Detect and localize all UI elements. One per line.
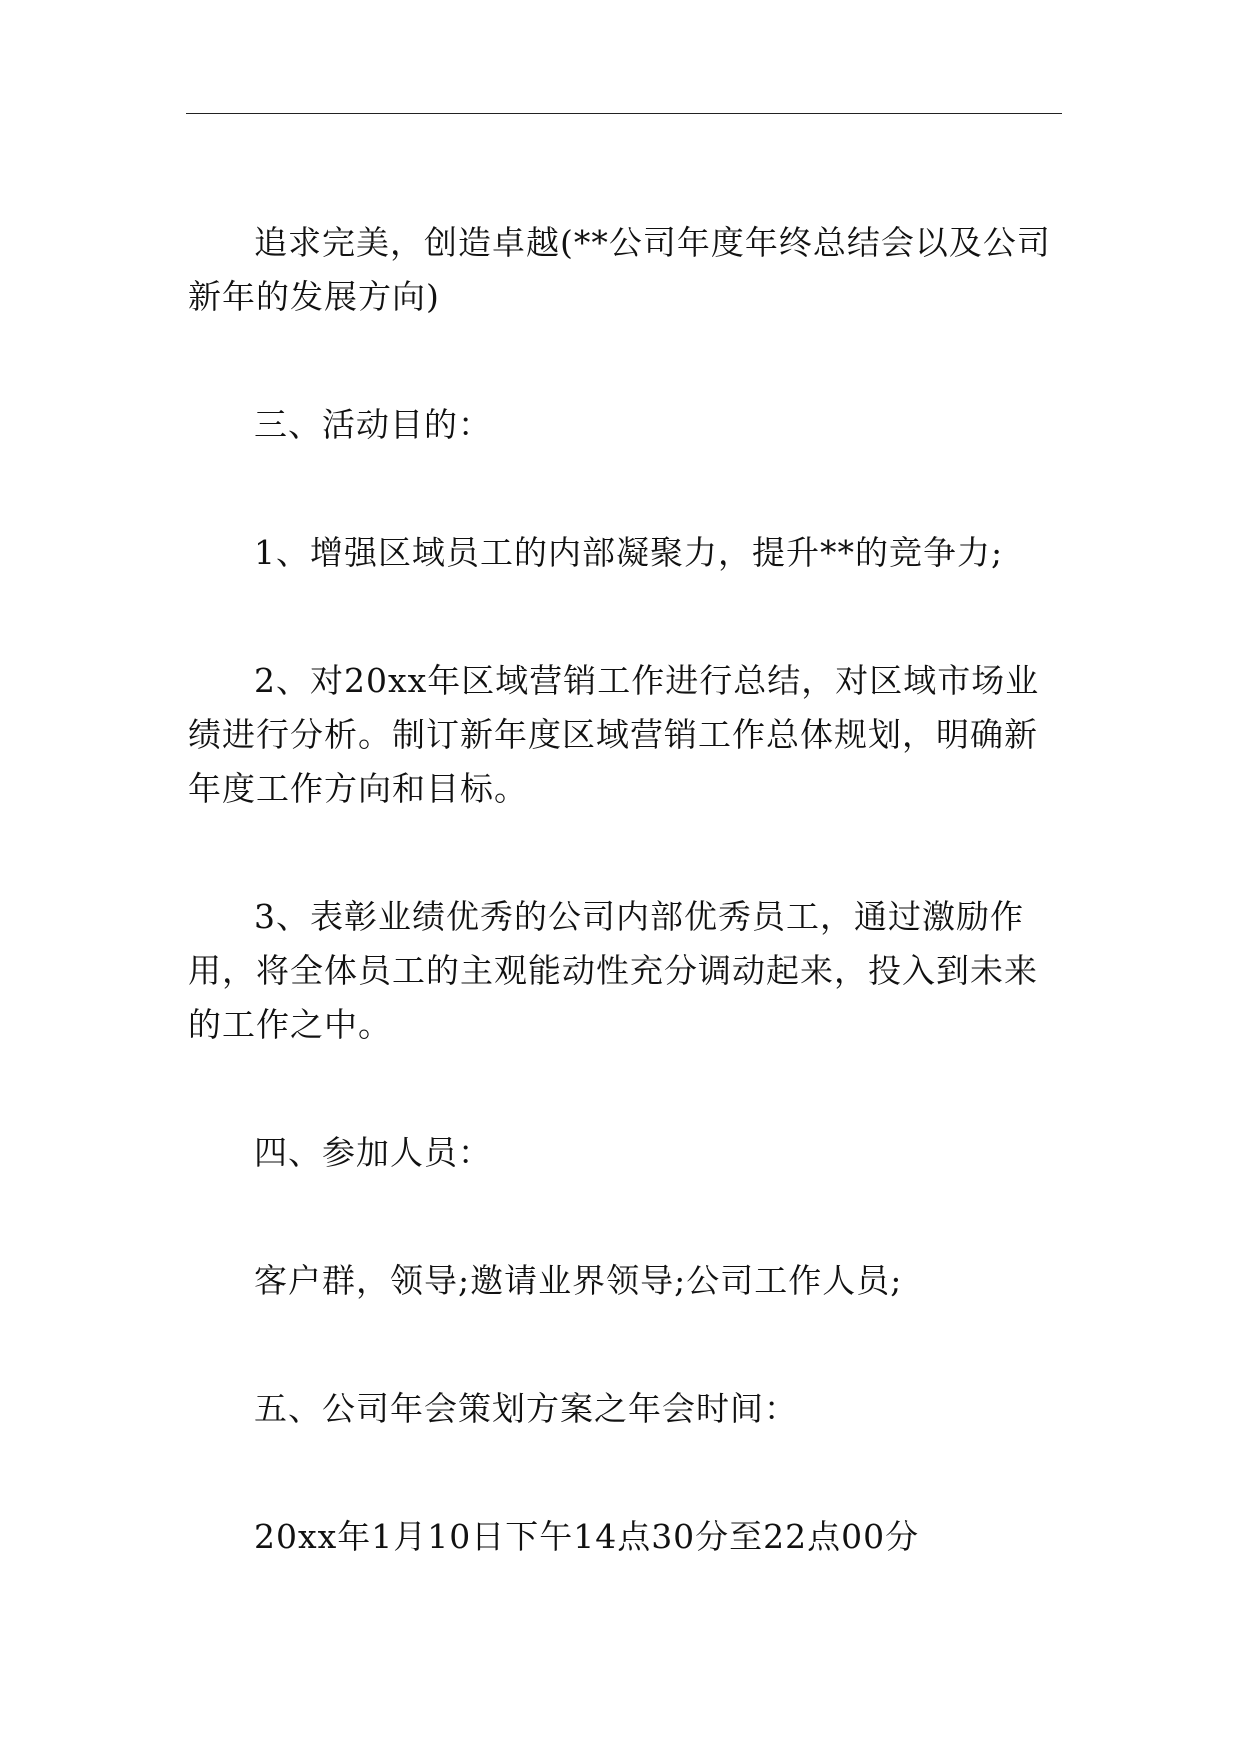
paragraph-meeting-time: 20xx年1月10日下午14点30分至22点00分 <box>254 1517 920 1556</box>
list-item-purpose-1: 1、增强区域员工的内部凝聚力，提升**的竞争力; <box>254 533 1004 572</box>
paragraph-participants: 客户群，领导;邀请业界领导;公司工作人员; <box>254 1261 903 1300</box>
list-item-purpose-3: 3、表彰业绩优秀的公司内部优秀员工，通过激励作用，将全体员工的主观能动性充分调动起来，投入到未来的工作之中。 <box>188 897 1038 1044</box>
list-item-purpose-2: 2、对20xx年区域营销工作进行总结，对区域市场业绩进行分析。制订新年度区域营销工作总体规划，明确新年度工作方向和目标。 <box>188 661 1040 808</box>
header-rule <box>186 113 1062 114</box>
heading-participants: 四、参加人员： <box>254 1133 492 1172</box>
heading-annual-meeting-time: 五、公司年会策划方案之年会时间： <box>254 1389 798 1428</box>
document-body <box>188 216 1056 1564</box>
heading-activity-purpose: 三、活动目的： <box>254 405 492 444</box>
paragraph-theme: 追求完美，创造卓越(**公司年度年终总结会以及公司新年的发展方向) <box>188 223 1051 316</box>
